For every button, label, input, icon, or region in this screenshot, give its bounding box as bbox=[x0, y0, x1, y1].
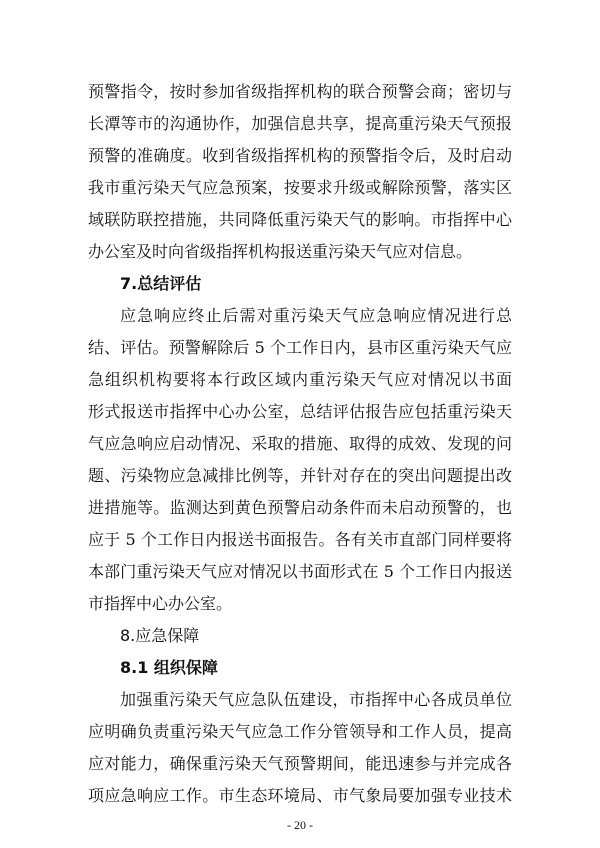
section7-line-10: 市指挥中心办公室。 bbox=[88, 594, 233, 613]
section8-line-1: 加强重污染天气应急队伍建设，市指挥中心各成员单位 bbox=[120, 690, 512, 709]
section7-line-1: 应急响应终止后需对重污染天气应急响应情况进行总 bbox=[120, 306, 512, 325]
page-number: - 20 - bbox=[287, 818, 313, 832]
paragraph1-line-6: 办公室及时向省级指挥机构报送重污染天气应对信息。 bbox=[88, 242, 473, 261]
section7-line-4: 形式报送市指挥中心办公室，总结评估报告应包括重污染天 bbox=[88, 402, 512, 421]
paragraph1-line-5: 域联防联控措施，共同降低重污染天气的影响。市指挥中心 bbox=[88, 210, 512, 229]
section8-line-3: 应对能力，确保重污染天气预警期间，能迅速参与并完成各 bbox=[88, 754, 512, 773]
section7-line-8: 应于 5 个工作日内报送书面报告。各有关市直部门同样要将 bbox=[88, 530, 512, 549]
paragraph1-line-1: 预警指令，按时参加省级指挥机构的联合预警会商；密切与 bbox=[88, 82, 512, 101]
section8-subheading: 8.1 组织保障 bbox=[120, 658, 218, 677]
section7-line-2: 结、评估。预警解除后 5 个工作日内，县市区重污染天气应 bbox=[88, 338, 512, 357]
section7-line-7: 进措施等。监测达到黄色预警启动条件而未启动预警的，也 bbox=[88, 498, 512, 517]
section7-line-9: 本部门重污染天气应对情况以书面形式在 5 个工作日内报送 bbox=[88, 562, 512, 581]
paragraph1-line-3: 预警的准确度。收到省级指挥机构的预警指令后，及时启动 bbox=[88, 146, 512, 165]
paragraph1-line-2: 长潭等市的沟通协作，加强信息共享，提高重污染天气预报 bbox=[88, 114, 512, 133]
section7-line-6: 题、污染物应急减排比例等，并针对存在的突出问题提出改 bbox=[88, 466, 512, 485]
section7-heading: 7.总结评估 bbox=[120, 274, 202, 293]
section7-line-5: 气应急响应启动情况、采取的措施、取得的成效、发现的问 bbox=[88, 434, 512, 453]
section8-line-2: 应明确负责重污染天气应急工作分管领导和工作人员，提高 bbox=[88, 722, 512, 741]
section8-line-4: 项应急响应工作。市生态环境局、市气象局要加强专业技术 bbox=[88, 786, 512, 805]
section7-line-3: 急组织机构要将本行政区域内重污染天气应对情况以书面 bbox=[88, 370, 512, 389]
paragraph1-line-4: 我市重污染天气应急预案，按要求升级或解除预警，落实区 bbox=[88, 178, 512, 197]
section8-heading: 8.应急保障 bbox=[120, 626, 200, 645]
